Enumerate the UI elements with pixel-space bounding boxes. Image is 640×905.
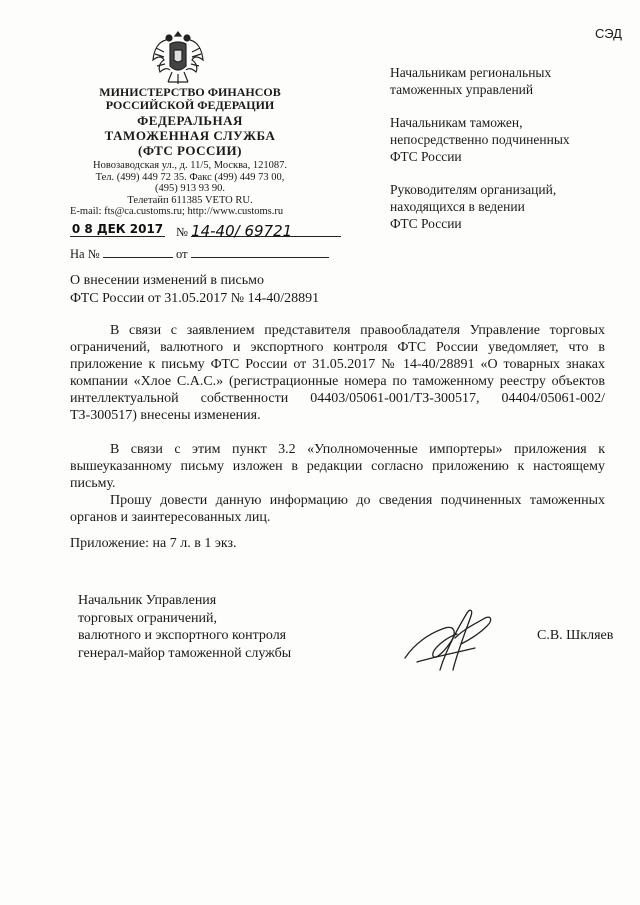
address-line-3: (495) 913 93 90.: [155, 183, 225, 194]
ministry-line-1: МИНИСТЕРСТВО ФИНАНСОВ: [99, 85, 281, 99]
signer-name: С.В. Шкляев: [537, 628, 614, 643]
service-line-1: ФЕДЕРАЛЬНАЯ: [137, 113, 243, 128]
addressee-line: ФТС России: [390, 216, 462, 231]
paragraph-text: В связи с этим пункт 3.2 «Уполномоченные импортеры» приложения к вышеуказанному письму изложен в редакции согласно приложению к настоящему письму.: [70, 442, 605, 491]
addressee-group-1: [390, 64, 620, 98]
paragraph-text: В связи с заявлением представителя правообладателя Управление торговых ограничений, валютного и экспортного контроля ФТС России уведомляет, что в приложение к письму ФТС России от 31.05.2017 № 14-40/28891 «О товарных знаках компании «Хлое С.А.С.» (регистрационные номера по таможенному реестру объектов интеллектуальной собственности 04403/05061-001/ТЗ-300517, 04404/05061-002/ТЗ-300517) внесены изменения.: [70, 323, 605, 423]
addressee-line: находящихся в ведении: [390, 199, 525, 214]
addressee-line: таможенных управлений: [390, 82, 534, 97]
address-line-5: E-mail: fts@ca.customs.ru; http://www.customs.ru: [70, 206, 284, 217]
address-line-4: Телетайп 611385 VETO RU.: [127, 194, 253, 206]
service-line-3: (ФТС РОССИИ): [138, 143, 242, 158]
signer-title-line-2: торговых ограничений,: [78, 610, 218, 626]
number-label: №: [176, 225, 188, 239]
from-line: [176, 243, 329, 262]
registration-number-line: [176, 222, 341, 240]
service-line-2: ТАМОЖЕННАЯ СЛУЖБА: [104, 128, 276, 143]
registration-number: 14-40/ 69721: [191, 222, 293, 240]
letter-subject: [70, 272, 319, 308]
address-line-2: Тел. (499) 449 72 35. Факс (499) 449 73 00,: [95, 171, 285, 183]
paragraph-text: Прошу довести данную информацию до сведения подчиненных таможенных органов и заинтересованных лиц.: [70, 493, 605, 525]
addressee-line: непосредственно подчиненных: [390, 132, 570, 147]
signer-title: [78, 592, 291, 662]
addressee-line: Начальникам региональных: [390, 65, 552, 80]
reference-line: [70, 243, 173, 262]
body-paragraph-3: [70, 492, 605, 526]
ministry-name: [70, 86, 310, 112]
address-line-1: Новозаводская ул., д. 11/5, Москва, 121087.: [93, 160, 287, 171]
sed-mark: СЭД: [595, 26, 622, 41]
body-paragraph-2: [70, 441, 605, 492]
addressee-group-3: [390, 181, 620, 232]
body-paragraph-1: [70, 322, 605, 424]
handwritten-signature: [395, 598, 505, 688]
subject-line-2: ФТС России от 31.05.2017 № 14-40/28891: [70, 291, 320, 306]
registration-date-line: [70, 222, 165, 237]
signer-title-line-1: Начальник Управления: [78, 593, 217, 608]
addressee-line: ФТС России: [390, 149, 462, 164]
service-name: [70, 113, 310, 158]
ministry-line-2: РОССИЙСКОЙ ФЕДЕРАЦИИ: [105, 98, 275, 112]
ref-label: На №: [70, 247, 100, 261]
double-headed-eagle-emblem: [150, 26, 206, 88]
signer-title-line-4: генерал-майор таможенной службы: [78, 645, 292, 661]
subject-line-1: О внесении изменений в письмо: [70, 273, 264, 288]
addressee-line: Руководителям организаций,: [390, 182, 557, 197]
registration-date: 0 8 ДЕК 2017: [71, 222, 164, 236]
attachment-note: Приложение: на 7 л. в 1 экз.: [70, 536, 237, 551]
addressee-line: Начальникам таможен,: [390, 115, 523, 130]
from-label: от: [176, 247, 188, 261]
addressee-group-2: [390, 114, 620, 165]
signer-title-line-3: валютного и экспортного контроля: [78, 628, 287, 643]
sender-address: [70, 160, 310, 206]
